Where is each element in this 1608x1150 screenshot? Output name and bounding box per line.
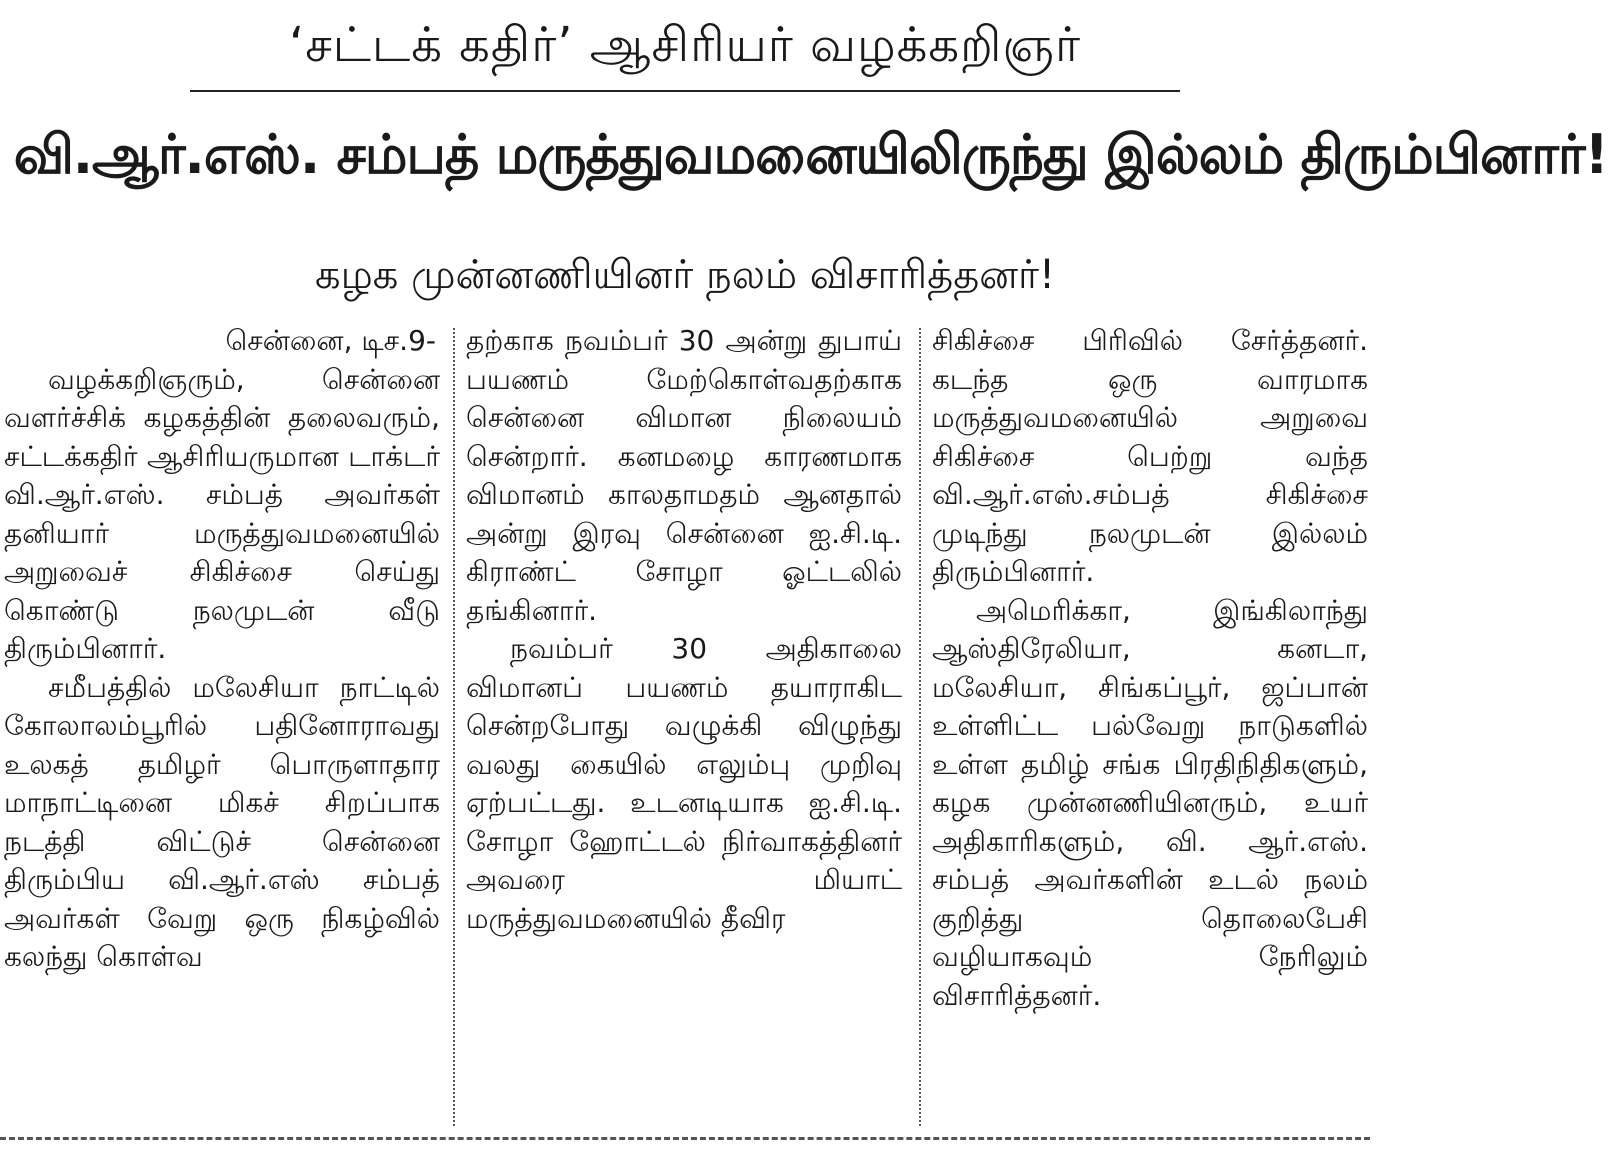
- article-body: [4, 322, 1366, 1132]
- article-column-3: [932, 322, 1368, 1132]
- column-divider: [453, 328, 455, 1126]
- article-kicker: ‘சட்டக் கதிர்’ ஆசிரியர் வழக்கறிஞர்: [288, 17, 1082, 73]
- article-headline: வி.ஆர்.எஸ். சம்பத் மருத்துவமனையிலிருந்து இல்லம் திரும்பினார்!: [13, 123, 1608, 186]
- column-divider: [919, 328, 921, 1126]
- dateline: சென்னை, டிச.9-: [225, 324, 436, 357]
- article-column-2: [466, 322, 902, 1132]
- column-1-paragraph-2: சமீபத்தில் மலேசியா நாட்டில் கோலாலம்பூரில் பதினோராவது உலகத் தமிழர் பொருளாதார மாநாட்டினை மிகச் சிறப்பாக நடத்தி விட்டுச் சென்னை திரும்பிய வி.ஆர்.எஸ் சம்பத் அவர்கள் வேறு ஒரு நிகழ்வில் கலந்து கொள்வ: [4, 670, 440, 973]
- article-column-1: [4, 322, 440, 1132]
- column-3-paragraph-1: சிகிச்சை பிரிவில் சேர்த்தனர். கடந்த ஒரு வாரமாக மருத்துவமனையில் அறுவை சிகிச்சை பெற்று வந்த வி.ஆர்.எஸ்.சம்பத் சிகிச்சை முடிந்து நலமுடன் இல்லம் திரும்பினார்.: [932, 324, 1368, 588]
- column-3-paragraph-2: அமெரிக்கா, இங்கிலாந்து ஆஸ்திரேலியா, கனடா, மலேசியா, சிங்கப்பூர், ஜப்பான் உள்ளிட்ட பல்வேறு நாடுகளில் உள்ள தமிழ் சங்க பிரதிநிதிகளும், கழக முன்னணியினரும், உயர் அதிகாரிகளும், வி. ஆர்.எஸ். சம்பத் அவர்களின் உடல் நலம் குறித்து தொலைபேசி வழியாகவும் நேரிலும் விசாரித்தனர்.: [932, 593, 1368, 1012]
- bottom-dashed-rule: [0, 1137, 1370, 1140]
- article-subhead: கழக முன்னணியினர் நலம் விசாரித்தனர்!: [315, 252, 1055, 298]
- column-1-paragraph-1: வழக்கறிஞரும், சென்னை வளர்ச்சிக் கழகத்தின் தலைவரும், சட்டக்கதிர் ஆசிரியருமான டாக்டர் வி.ஆர்.எஸ். சம்பத் அவர்கள் தனியார் மருத்துவமனையில் அறுவைச் சிகிச்சை செய்து கொண்டு நலமுடன் வீடு திரும்பினார்.: [4, 362, 440, 665]
- column-2-paragraph-1: தற்காக நவம்பர் 30 அன்று துபாய் பயணம் மேற்கொள்வதற்காக சென்னை விமான நிலையம் சென்றார். கனமழை காரணமாக விமானம் காலதாமதம் ஆனதால் அன்று இரவு சென்னை ஐ.சி.டி. கிராண்ட் சோழா ஓட்டலில் தங்கினார்.: [466, 324, 902, 627]
- column-2-paragraph-2: நவம்பர் 30 அதிகாலை விமானப் பயணம் தயாராகிட சென்றபோது வழுக்கி விழுந்து வலது கையில் எலும்பு முறிவு ஏற்பட்டது. உடனடியாக ஐ.சி.டி. சோழா ஹோட்டல் நிர்வாகத்தினர் அவரை மியாட் மருத்துவமனையில் தீவிர: [466, 632, 902, 935]
- kicker-underline: [190, 90, 1180, 92]
